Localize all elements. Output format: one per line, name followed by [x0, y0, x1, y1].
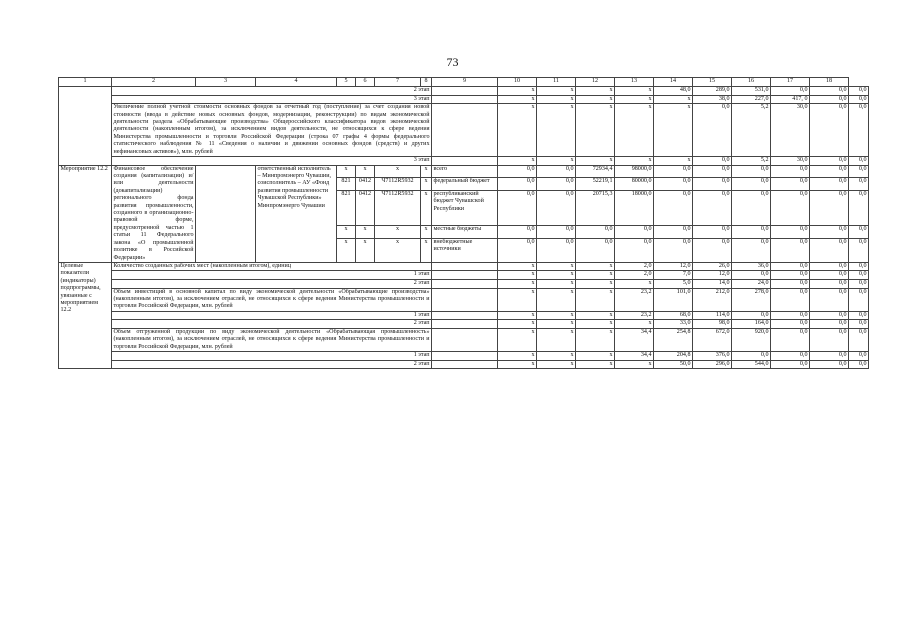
- page-number: 73: [446, 55, 459, 69]
- table-row: [59, 271, 869, 280]
- budget-code: x: [421, 226, 432, 239]
- value-cell: 544,0: [732, 360, 771, 369]
- table-cell: [432, 279, 498, 288]
- value-cell: 0,0: [576, 226, 615, 239]
- value-cell: 0,0: [654, 226, 693, 239]
- value-cell: 0,0: [849, 262, 869, 270]
- budget-code: x: [375, 226, 421, 239]
- value-cell: 0,0: [810, 352, 849, 361]
- value-cell: 0,0: [498, 238, 537, 262]
- column-header: 4: [256, 78, 337, 87]
- value-cell: 30,0: [771, 157, 810, 166]
- value-cell: 26,0: [693, 262, 732, 270]
- value-cell: x: [576, 288, 615, 311]
- value-cell: 2,0: [615, 271, 654, 280]
- value-cell: 68,0: [654, 311, 693, 320]
- value-cell: x: [576, 262, 615, 270]
- column-header: 8: [421, 78, 432, 87]
- value-cell: 0,0: [732, 352, 771, 361]
- value-cell: 0,0: [693, 238, 732, 262]
- value-cell: 0,0: [654, 191, 693, 226]
- table-cell: [432, 104, 498, 157]
- value-cell: 0,0: [810, 87, 849, 96]
- value-cell: x: [537, 271, 576, 280]
- budget-code: x: [375, 238, 421, 262]
- value-cell: 0,0: [771, 320, 810, 329]
- event-name: Финансовое обеспечение создания (капитализации) и/или деятельности (докапитализации) регионального фонда развития промышленности, созданного в организационно-правовой форме, предусмотренной частью 1 статьи 11 Федерального закона «О промышленной политике в Российской Федерации»: [113, 165, 194, 261]
- value-cell: x: [537, 328, 576, 351]
- table-cell: [432, 320, 498, 329]
- value-cell: 0,0: [810, 311, 849, 320]
- value-cell: x: [576, 311, 615, 320]
- budget-code: Ч7112R5932: [375, 191, 421, 226]
- left-label-cell: [59, 87, 112, 166]
- value-cell: 0,0: [615, 238, 654, 262]
- value-cell: 52219,1: [576, 178, 615, 191]
- value-cell: x: [576, 104, 615, 157]
- value-cell: x: [498, 288, 537, 311]
- column-header: 2: [112, 78, 196, 87]
- indicator-text: Объем отгруженной продукции по виду экономической деятельности «Обрабатывающая промышленность» (накопленным итогом), за исключением отраслей, не относящихся к сфере ведения Министерства промышленности и торговли Российской Федерации, млн. рублей: [113, 328, 430, 350]
- value-cell: 0,0: [732, 226, 771, 239]
- table-row: [59, 279, 869, 288]
- value-cell: 101,0: [654, 288, 693, 311]
- value-cell: 0,0: [693, 226, 732, 239]
- value-cell: 212,0: [693, 288, 732, 311]
- value-cell: x: [498, 279, 537, 288]
- value-cell: 0,0: [849, 95, 869, 104]
- value-cell: 0,0: [498, 178, 537, 191]
- value-cell: 0,0: [810, 271, 849, 280]
- stage-label: 1 этап: [112, 271, 432, 280]
- value-cell: 278,0: [732, 288, 771, 311]
- table-cell: [432, 262, 498, 270]
- value-cell: 0,0: [693, 191, 732, 226]
- value-cell: 0,0: [810, 360, 849, 369]
- value-cell: 0,0: [849, 191, 869, 226]
- table-row: [59, 87, 869, 96]
- value-cell: x: [537, 352, 576, 361]
- value-cell: 0,0: [732, 311, 771, 320]
- table-row: [59, 165, 869, 178]
- value-cell: 33,0: [654, 320, 693, 329]
- value-cell: 0,0: [537, 178, 576, 191]
- value-cell: 0,0: [771, 87, 810, 96]
- column-header: 5: [337, 78, 356, 87]
- value-cell: 0,0: [732, 191, 771, 226]
- value-cell: 417, 0: [771, 95, 810, 104]
- value-cell: 5,0: [654, 279, 693, 288]
- value-cell: 0,0: [849, 165, 869, 178]
- value-cell: 98000,0: [615, 165, 654, 178]
- column-header: 6: [356, 78, 375, 87]
- column-header: 12: [576, 78, 615, 87]
- table-body: [59, 78, 869, 369]
- value-cell: 0,0: [849, 311, 869, 320]
- value-cell: 34,4: [615, 352, 654, 361]
- value-cell: 98,0: [693, 320, 732, 329]
- stage-label: 3 этап: [112, 95, 432, 104]
- value-cell: 0,0: [498, 165, 537, 178]
- value-cell: x: [537, 95, 576, 104]
- value-cell: 50,0: [654, 360, 693, 369]
- value-cell: 0,0: [537, 226, 576, 239]
- value-cell: x: [615, 87, 654, 96]
- value-cell: 0,0: [849, 87, 869, 96]
- budget-code: 821: [337, 191, 356, 226]
- value-cell: x: [498, 320, 537, 329]
- value-cell: 0,0: [498, 191, 537, 226]
- stage-label: 2 этап: [112, 320, 432, 329]
- value-cell: 0,0: [732, 238, 771, 262]
- table-cell: [196, 165, 256, 262]
- budget-code: x: [421, 191, 432, 226]
- value-cell: 296,0: [693, 360, 732, 369]
- value-cell: 0,0: [771, 262, 810, 270]
- value-cell: 2,0: [615, 262, 654, 270]
- value-cell: x: [498, 262, 537, 270]
- value-cell: x: [576, 87, 615, 96]
- program-table: [58, 77, 869, 369]
- value-cell: x: [615, 279, 654, 288]
- value-cell: 0,0: [771, 191, 810, 226]
- value-cell: x: [498, 95, 537, 104]
- value-cell: 0,0: [849, 157, 869, 166]
- table-cell: [432, 288, 498, 311]
- table-cell: [432, 157, 498, 166]
- value-cell: 20715,3: [576, 191, 615, 226]
- value-cell: 289,0: [693, 87, 732, 96]
- value-cell: x: [654, 104, 693, 157]
- funding-source: республиканский бюджет Чувашской Республики: [432, 191, 498, 226]
- value-cell: x: [537, 360, 576, 369]
- targets-label: Целевые показатели (индикаторы) подпрограммы, увязанные с мероприятием 12.2: [59, 262, 112, 368]
- value-cell: 48,0: [654, 87, 693, 96]
- value-cell: 0,0: [771, 288, 810, 311]
- table-cell: [432, 271, 498, 280]
- value-cell: x: [498, 360, 537, 369]
- value-cell: 0,0: [693, 104, 732, 157]
- value-cell: x: [615, 104, 654, 157]
- table-row: [59, 157, 869, 166]
- value-cell: 0,0: [537, 165, 576, 178]
- value-cell: 0,0: [771, 178, 810, 191]
- value-cell: x: [576, 328, 615, 351]
- table-row: [59, 78, 869, 87]
- column-header: 16: [732, 78, 771, 87]
- value-cell: 0,0: [810, 279, 849, 288]
- value-cell: 5,2: [732, 157, 771, 166]
- value-cell: 0,0: [810, 226, 849, 239]
- indicator-text: Увеличение полной учетной стоимости основных фондов за отчетный год (поступление) за счет создания новой стоимости (ввода в действие новых основных фондов, модернизации, реконструкции) по видам экономической деятельности раздела «Обрабатывающие производства» Общероссийского классификатора видов экономической деятельности (накопленным итогом), за исключением видов деятельности, не относящихся к сфере ведения Министерства промышленности и торговли Российской Федерации (строка 07 графы 4 формы федерального статистического наблюдения № 11 «Сведения о наличии и движении основных фондов (средств) и других нефинансовых активов»), млн. рублей: [113, 104, 430, 155]
- value-cell: 0,0: [810, 328, 849, 351]
- value-cell: x: [498, 271, 537, 280]
- column-header: 14: [654, 78, 693, 87]
- table-row: [59, 360, 869, 369]
- stage-label: 3 этап: [112, 157, 432, 166]
- budget-code: x: [356, 226, 375, 239]
- budget-code: 0412: [356, 191, 375, 226]
- value-cell: 0,0: [810, 238, 849, 262]
- value-cell: 34,4: [615, 328, 654, 351]
- value-cell: 0,0: [849, 104, 869, 157]
- value-cell: 0,0: [771, 279, 810, 288]
- budget-code: 0412: [356, 178, 375, 191]
- stage-label: 2 этап: [112, 360, 432, 369]
- value-cell: x: [537, 87, 576, 96]
- value-cell: 5,2: [732, 104, 771, 157]
- value-cell: 14,0: [693, 279, 732, 288]
- value-cell: 36,0: [732, 262, 771, 270]
- funding-source: внебюджетные источники: [432, 238, 498, 262]
- value-cell: 0,0: [654, 238, 693, 262]
- funding-source: федеральный бюджет: [432, 178, 498, 191]
- stage-label: 1 этап: [112, 352, 432, 361]
- column-header: 15: [693, 78, 732, 87]
- value-cell: x: [576, 352, 615, 361]
- value-cell: x: [537, 104, 576, 157]
- column-header: 1: [59, 78, 112, 87]
- value-cell: 0,0: [849, 226, 869, 239]
- table-row: [59, 262, 869, 270]
- value-cell: 0,0: [615, 226, 654, 239]
- column-header: 17: [771, 78, 810, 87]
- value-cell: x: [537, 288, 576, 311]
- table-row: [59, 311, 869, 320]
- value-cell: x: [654, 157, 693, 166]
- value-cell: x: [615, 157, 654, 166]
- indicator-text: Количество созданных рабочих мест (накопленным итогом), единиц: [112, 262, 432, 270]
- value-cell: 0,0: [771, 360, 810, 369]
- table-row: [59, 352, 869, 361]
- value-cell: 0,0: [849, 320, 869, 329]
- value-cell: 0,0: [810, 95, 849, 104]
- table-cell: [432, 360, 498, 369]
- budget-code: x: [421, 165, 432, 178]
- value-cell: 0,0: [810, 288, 849, 311]
- value-cell: 0,0: [810, 104, 849, 157]
- value-cell: 0,0: [849, 279, 869, 288]
- stage-label: 2 этап: [112, 87, 432, 96]
- value-cell: 0,0: [849, 352, 869, 361]
- budget-code: Ч7112R5932: [375, 178, 421, 191]
- budget-code: x: [421, 238, 432, 262]
- value-cell: 0,0: [849, 288, 869, 311]
- value-cell: 227,0: [732, 95, 771, 104]
- value-cell: 0,0: [498, 226, 537, 239]
- value-cell: x: [615, 360, 654, 369]
- value-cell: 114,0: [693, 311, 732, 320]
- value-cell: x: [537, 279, 576, 288]
- value-cell: 0,0: [810, 165, 849, 178]
- value-cell: x: [615, 320, 654, 329]
- value-cell: 0,0: [771, 352, 810, 361]
- budget-code: x: [356, 238, 375, 262]
- value-cell: 0,0: [771, 226, 810, 239]
- column-header: 7: [375, 78, 421, 87]
- value-cell: x: [576, 157, 615, 166]
- value-cell: x: [654, 95, 693, 104]
- value-cell: x: [615, 95, 654, 104]
- value-cell: 0,0: [771, 238, 810, 262]
- table-row: [59, 104, 869, 157]
- value-cell: 23,2: [615, 288, 654, 311]
- value-cell: 0,0: [849, 238, 869, 262]
- value-cell: x: [537, 320, 576, 329]
- value-cell: 0,0: [732, 178, 771, 191]
- value-cell: 0,0: [810, 157, 849, 166]
- value-cell: 531,0: [732, 87, 771, 96]
- funding-source: всего: [432, 165, 498, 178]
- value-cell: x: [576, 95, 615, 104]
- value-cell: 0,0: [771, 311, 810, 320]
- budget-code: x: [356, 165, 375, 178]
- value-cell: 254,8: [654, 328, 693, 351]
- value-cell: 672,0: [693, 328, 732, 351]
- value-cell: 164,0: [732, 320, 771, 329]
- column-header: 18: [810, 78, 849, 87]
- value-cell: x: [498, 352, 537, 361]
- budget-code: x: [421, 178, 432, 191]
- stage-label: 1 этап: [112, 311, 432, 320]
- value-cell: 0,0: [693, 165, 732, 178]
- value-cell: 23,2: [615, 311, 654, 320]
- value-cell: x: [537, 262, 576, 270]
- value-cell: 204,8: [654, 352, 693, 361]
- budget-code: x: [337, 226, 356, 239]
- column-header: 10: [498, 78, 537, 87]
- value-cell: 0,0: [849, 328, 869, 351]
- value-cell: 0,0: [654, 165, 693, 178]
- value-cell: x: [576, 320, 615, 329]
- budget-code: x: [337, 165, 356, 178]
- value-cell: 0,0: [537, 191, 576, 226]
- value-cell: 0,0: [810, 262, 849, 270]
- value-cell: 0,0: [576, 238, 615, 262]
- value-cell: x: [498, 104, 537, 157]
- value-cell: 0,0: [810, 320, 849, 329]
- value-cell: 0,0: [810, 178, 849, 191]
- value-cell: 80000,0: [615, 178, 654, 191]
- value-cell: 0,0: [537, 238, 576, 262]
- table-row: [59, 328, 869, 351]
- value-cell: 38,0: [693, 95, 732, 104]
- value-cell: 0,0: [771, 328, 810, 351]
- event-label: Мероприятие 12.2: [59, 165, 112, 262]
- value-cell: 0,0: [849, 271, 869, 280]
- value-cell: 0,0: [810, 191, 849, 226]
- table-cell: [432, 311, 498, 320]
- value-cell: x: [576, 360, 615, 369]
- value-cell: 0,0: [849, 178, 869, 191]
- value-cell: 0,0: [693, 157, 732, 166]
- value-cell: 18000,0: [615, 191, 654, 226]
- column-header: 11: [537, 78, 576, 87]
- stage-label: 2 этап: [112, 279, 432, 288]
- budget-code: x: [337, 238, 356, 262]
- indicator-text: Объем инвестиций в основной капитал по виду экономической деятельности «Обрабатывающие производства» (накопленным итогом), за исключением отраслей, не относящихся к сфере ведения Министерства промышленности и торговли Российской Федерации, млн. рублей: [113, 288, 430, 310]
- value-cell: x: [576, 271, 615, 280]
- value-cell: 0,0: [732, 165, 771, 178]
- value-cell: 0,0: [771, 165, 810, 178]
- table-row: [59, 320, 869, 329]
- value-cell: x: [576, 279, 615, 288]
- value-cell: x: [498, 87, 537, 96]
- column-header: 9: [432, 78, 498, 87]
- funding-source: местные бюджеты: [432, 226, 498, 239]
- value-cell: 0,0: [849, 360, 869, 369]
- value-cell: 0,0: [732, 271, 771, 280]
- budget-code: x: [375, 165, 421, 178]
- table-cell: [432, 95, 498, 104]
- table-row: [59, 288, 869, 311]
- value-cell: x: [498, 311, 537, 320]
- value-cell: 920,0: [732, 328, 771, 351]
- value-cell: x: [537, 311, 576, 320]
- budget-code: 821: [337, 178, 356, 191]
- value-cell: x: [537, 157, 576, 166]
- value-cell: 12,0: [693, 271, 732, 280]
- column-header: 3: [196, 78, 256, 87]
- table-cell: [432, 328, 498, 351]
- table-cell: [432, 352, 498, 361]
- value-cell: x: [498, 328, 537, 351]
- value-cell: 30,0: [771, 104, 810, 157]
- value-cell: x: [498, 157, 537, 166]
- column-header: 13: [615, 78, 654, 87]
- value-cell: 24,0: [732, 279, 771, 288]
- table-cell: [432, 87, 498, 96]
- table-row: [59, 95, 869, 104]
- value-cell: 0,0: [693, 178, 732, 191]
- value-cell: 0,0: [771, 271, 810, 280]
- value-cell: 72934,4: [576, 165, 615, 178]
- value-cell: 376,0: [693, 352, 732, 361]
- value-cell: 12,0: [654, 262, 693, 270]
- value-cell: 7,0: [654, 271, 693, 280]
- event-responsible: ответственный исполнитель – Минпромэнерго Чувашии, соисполнитель – АУ «Фонд развития промышленности Чувашской Республики» Минпромэнерго Чувашии: [256, 165, 337, 262]
- value-cell: 0,0: [654, 178, 693, 191]
